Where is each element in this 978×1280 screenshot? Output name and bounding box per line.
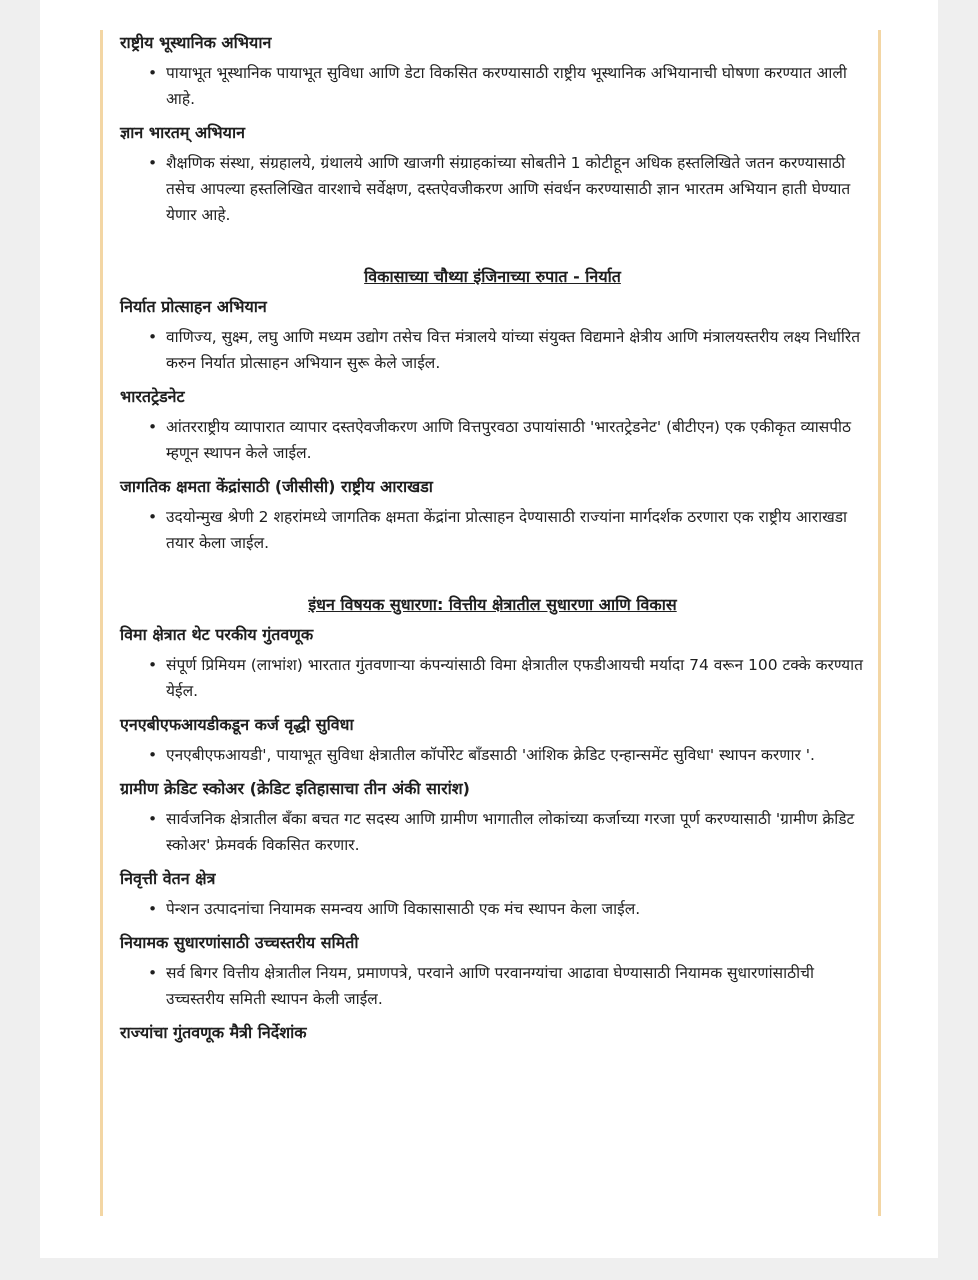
section-heading: विमा क्षेत्रात थेट परकीय गुंतवणूक	[120, 625, 314, 644]
bullet-list	[120, 324, 865, 376]
bullet-item: • सार्वजनिक क्षेत्रातील बँका बचत गट सदस्य आणि ग्रामीण भागातील लोकांच्या कर्जाच्या गरजा पूर्ण करण्यासाठी 'ग्रामीण क्रेडिट स्कोअर' फ्रेमवर्क विकसित करणार.	[166, 806, 865, 858]
section-heading: नियामक सुधारणांसाठी उच्चस्तरीय समिती	[120, 933, 359, 952]
document-page	[40, 0, 938, 1258]
bullet-list	[120, 960, 865, 1012]
section-title: इंधन विषयक सुधारणा: वित्तीय क्षेत्रातील सुधारणा आणि विकास	[308, 595, 677, 614]
bullet-item: • एनएबीएफआयडी', पायाभूत सुविधा क्षेत्रातील कॉर्पोरेट बाँडसाठी 'आंशिक क्रेडिट एन्हान्समेंट सुविधा' स्थापन करणार '.	[166, 742, 865, 768]
bullet-list	[120, 504, 865, 556]
bullet-item: • आंतरराष्ट्रीय व्यापारात व्यापार दस्तऐवजीकरण आणि वित्तपुरवठा उपायांसाठी 'भारतट्रेडनेट' (बीटीएन) एक एकीकृत व्यासपीठ म्हणून स्थापन केले जाईल.	[166, 414, 865, 466]
bullet-list	[120, 150, 865, 228]
section-heading: निवृत्ती वेतन क्षेत्र	[120, 869, 216, 888]
section-heading: राष्ट्रीय भूस्थानिक अभियान	[120, 33, 272, 52]
bullet-item: • पेन्शन उत्पादनांचा नियामक समन्वय आणि विकासासाठी एक मंच स्थापन केला जाईल.	[166, 896, 865, 922]
bullet-item: • संपूर्ण प्रिमियम (लाभांश) भारतात गुंतवणाऱ्या कंपन्यांसाठी विमा क्षेत्रातील एफडीआयची मर्यादा 74 वरून 100 टक्के करण्यात येईल.	[166, 652, 865, 704]
bullet-list	[120, 742, 865, 768]
bullet-list	[120, 652, 865, 704]
section-heading: राज्यांचा गुंतवणूक मैत्री निर्देशांक	[120, 1023, 307, 1042]
left-margin-rule	[100, 30, 103, 1216]
document-content	[120, 30, 865, 1046]
bullet-list	[120, 896, 865, 922]
section-title: विकासाच्या चौथ्या इंजिनाच्या रुपात - निर्यात	[364, 267, 621, 286]
bullet-list	[120, 60, 865, 112]
right-margin-rule	[878, 30, 881, 1216]
section-heading: निर्यात प्रोत्साहन अभियान	[120, 297, 267, 316]
section-heading: भारतट्रेडनेट	[120, 387, 185, 406]
section-heading: जागतिक क्षमता केंद्रांसाठी (जीसीसी) राष्ट्रीय आराखडा	[120, 477, 433, 496]
bullet-list	[120, 806, 865, 858]
bullet-list	[120, 414, 865, 466]
bullet-item: • पायाभूत भूस्थानिक पायाभूत सुविधा आणि डेटा विकसित करण्यासाठी राष्ट्रीय भूस्थानिक अभियानाची घोषणा करण्यात आली आहे.	[166, 60, 865, 112]
section-heading: एनएबीएफआयडीकडून कर्ज वृद्धी सुविधा	[120, 715, 354, 734]
bullet-item: • वाणिज्य, सुक्ष्म, लघु आणि मध्यम उद्योग तसेच वित्त मंत्रालये यांच्या संयुक्त विद्यमाने क्षेत्रीय आणि मंत्रालयस्तरीय लक्ष्य निर्धारित करुन निर्यात प्रोत्साहन अभियान सुरू केले जाईल.	[166, 324, 865, 376]
bullet-item: • शैक्षणिक संस्था, संग्रहालये, ग्रंथालये आणि खाजगी संग्राहकांच्या सोबतीने 1 कोटीहून अधिक हस्तलिखिते जतन करण्यासाठी तसेच आपल्या हस्तलिखित वारशाचे सर्वेक्षण, दस्तऐवजीकरण आणि संवर्धन करण्यासाठी ज्ञान भारतम अभियान हाती घेण्यात येणार आहे.	[166, 150, 865, 228]
bullet-item: • सर्व बिगर वित्तीय क्षेत्रातील नियम, प्रमाणपत्रे, परवाने आणि परवानग्यांचा आढावा घेण्यासाठी नियामक सुधारणांसाठीची उच्चस्तरीय समिती स्थापन केली जाईल.	[166, 960, 865, 1012]
section-heading: ज्ञान भारतम् अभियान	[120, 123, 245, 142]
bullet-item: • उदयोन्मुख श्रेणी 2 शहरांमध्ये जागतिक क्षमता केंद्रांना प्रोत्साहन देण्यासाठी राज्यांना मार्गदर्शक ठरणारा एक राष्ट्रीय आराखडा तयार केला जाईल.	[166, 504, 865, 556]
section-heading: ग्रामीण क्रेडिट स्कोअर (क्रेडिट इतिहासाचा तीन अंकी सारांश)	[120, 779, 470, 798]
